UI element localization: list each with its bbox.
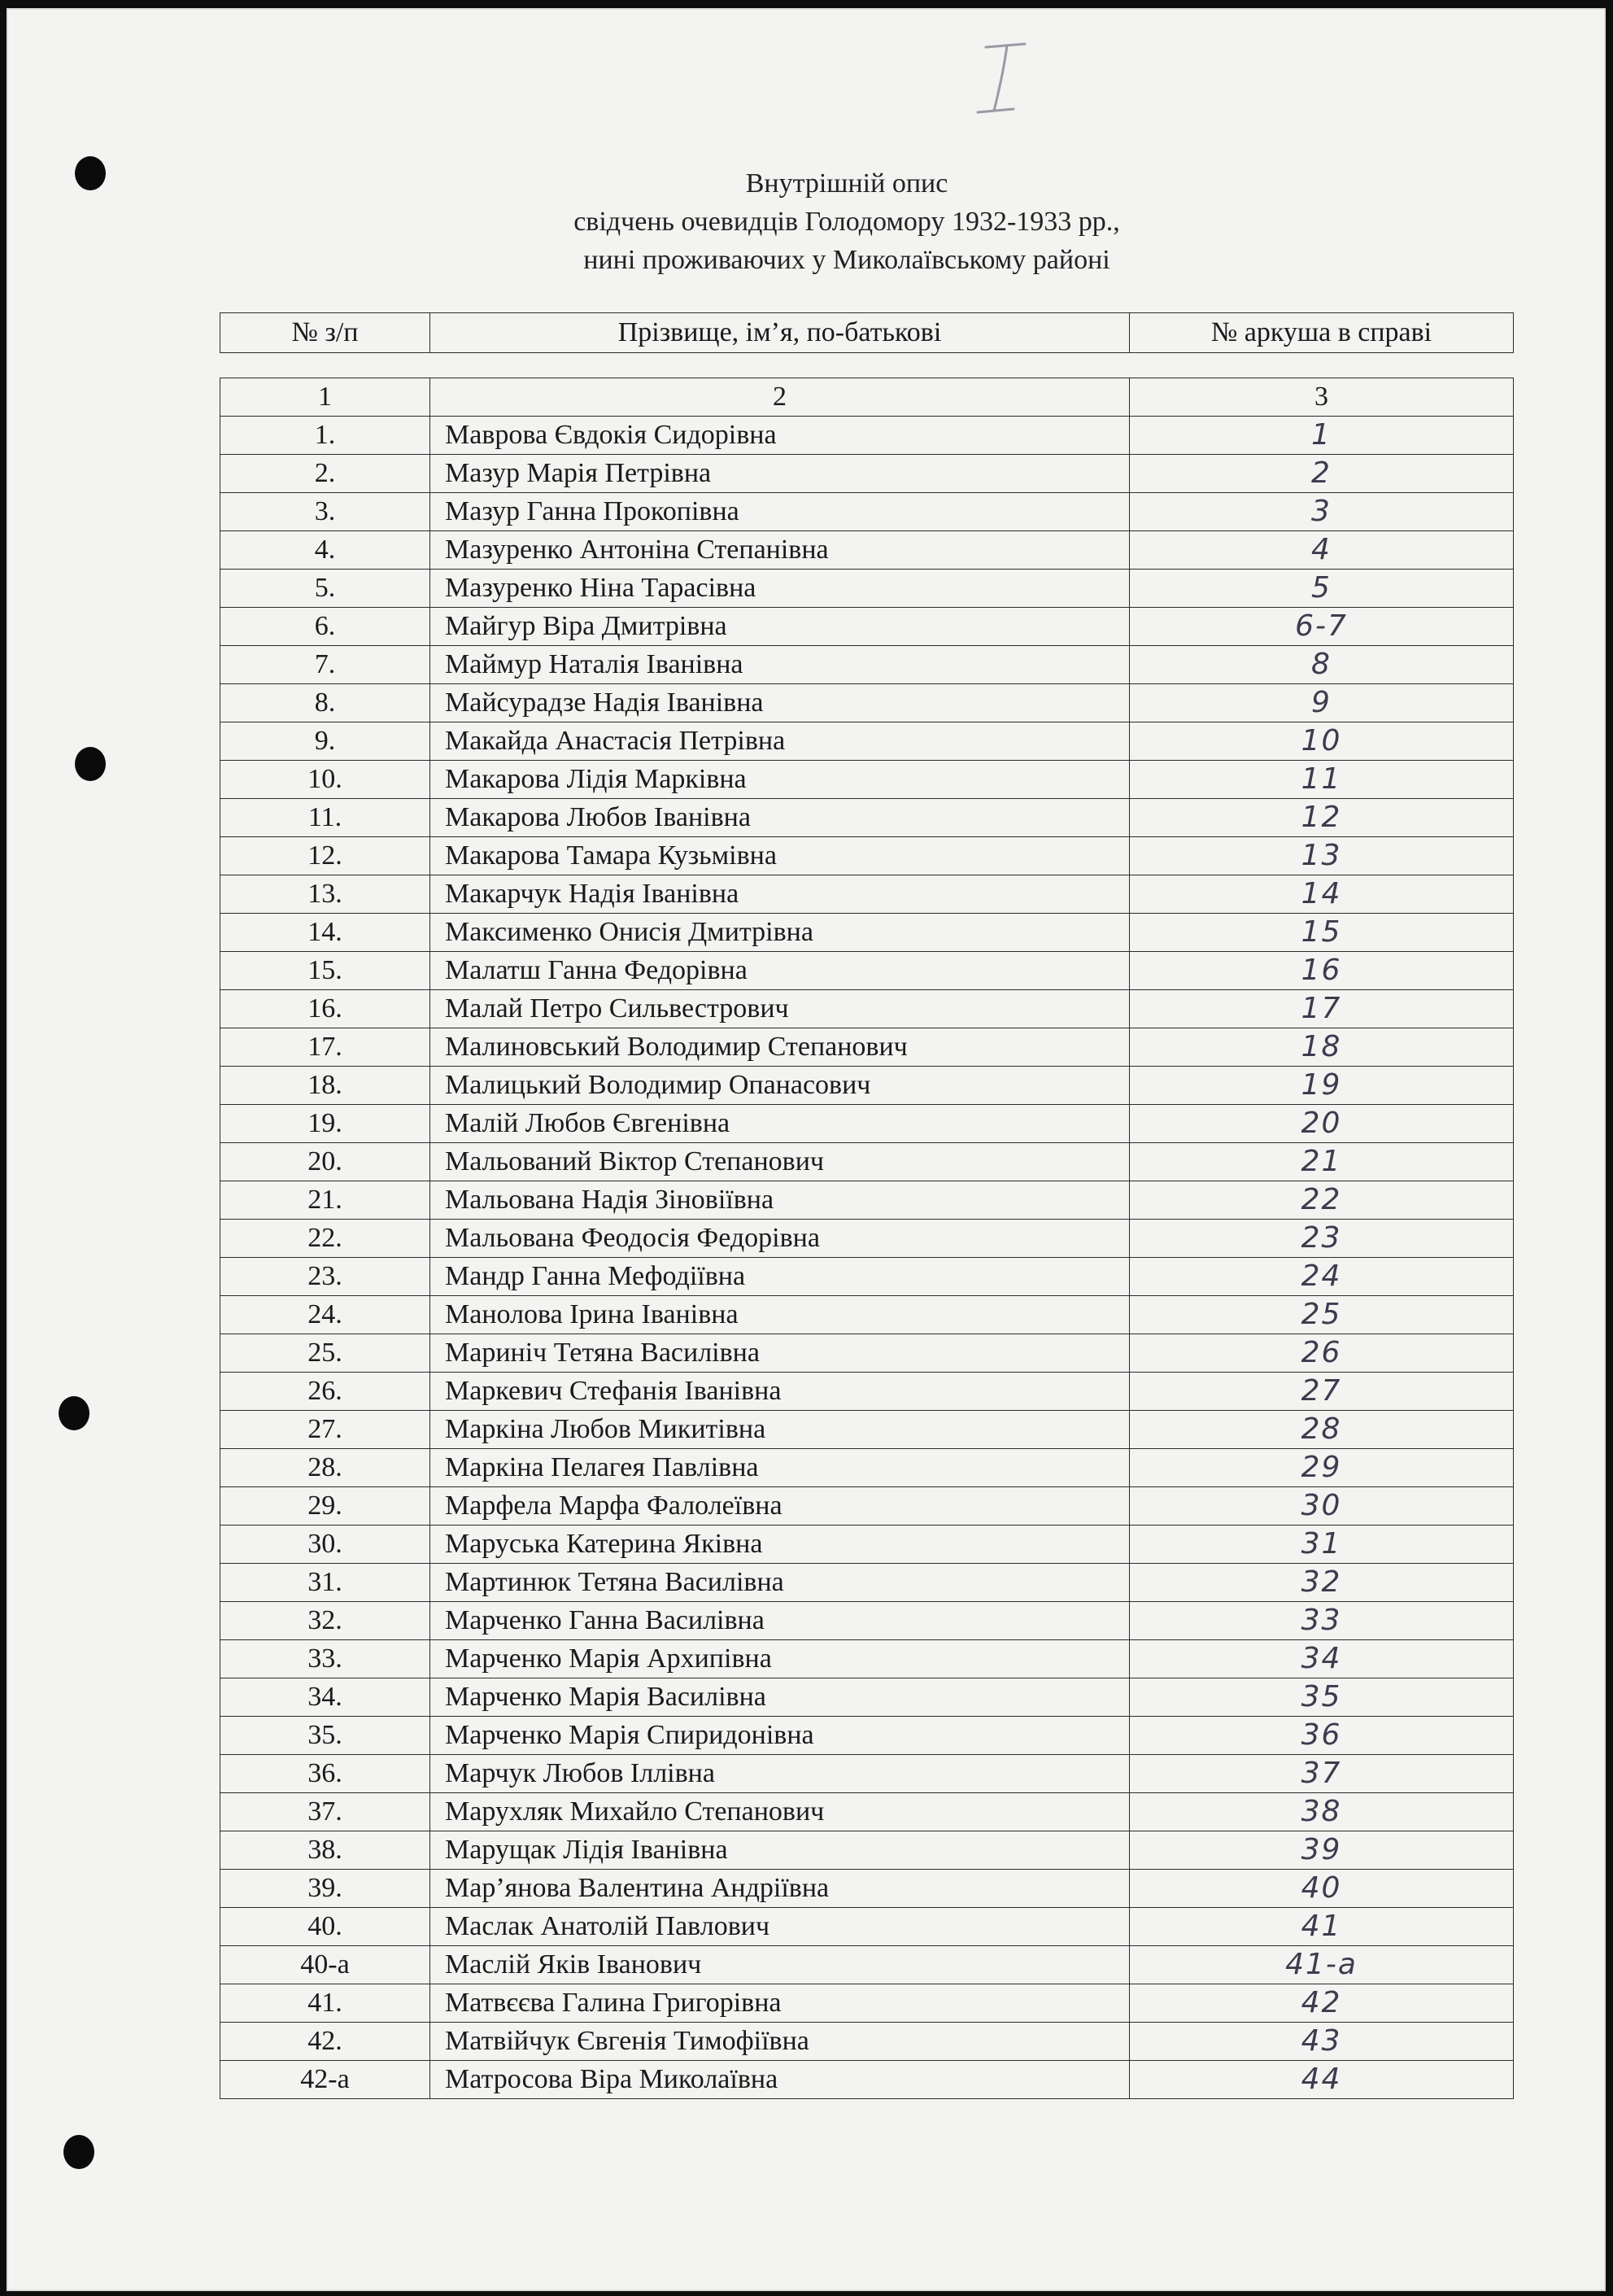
table-row [220, 1946, 1514, 1984]
row-sheet-number: 30 [1130, 1487, 1514, 1526]
row-sheet-number: 25 [1130, 1296, 1514, 1334]
row-number: 6. [220, 608, 430, 646]
row-full-name: Матвійчук Євгенія Тимофіївна [430, 2023, 1130, 2061]
table-row [220, 1296, 1514, 1334]
row-number: 14. [220, 914, 430, 952]
row-sheet-number: 20 [1130, 1105, 1514, 1143]
table-row [220, 761, 1514, 799]
row-number: 1. [220, 417, 430, 455]
table-row [220, 1640, 1514, 1678]
table-row [220, 1143, 1514, 1181]
row-sheet-number: 19 [1130, 1067, 1514, 1105]
column-index-3: 3 [1130, 378, 1514, 417]
row-number: 37. [220, 1793, 430, 1831]
row-sheet-number: 42 [1130, 1984, 1514, 2023]
table-row [220, 684, 1514, 722]
title-line-1: Внутрішній опис [745, 168, 948, 199]
row-sheet-number: 35 [1130, 1678, 1514, 1717]
row-full-name: Малиновський Володимир Степанович [430, 1028, 1130, 1067]
row-sheet-number: 22 [1130, 1181, 1514, 1220]
table-row [220, 1181, 1514, 1220]
row-number: 12. [220, 837, 430, 875]
row-full-name: Майсурадзе Надія Іванівна [430, 684, 1130, 722]
row-full-name: Малицький Володимир Опанасович [430, 1067, 1130, 1105]
row-number: 36. [220, 1755, 430, 1793]
table-row [220, 531, 1514, 570]
row-number: 32. [220, 1602, 430, 1640]
row-number: 2. [220, 455, 430, 493]
row-number: 11. [220, 799, 430, 837]
row-number: 28. [220, 1449, 430, 1487]
table-row [220, 1067, 1514, 1105]
row-number: 42. [220, 2023, 430, 2061]
row-full-name: Мандр Ганна Мефодіївна [430, 1258, 1130, 1296]
row-full-name: Мазуренко Ніна Тарасівна [430, 570, 1130, 608]
row-number: 4. [220, 531, 430, 570]
row-sheet-number: 24 [1130, 1258, 1514, 1296]
row-number: 16. [220, 990, 430, 1028]
row-number: 25. [220, 1334, 430, 1373]
row-sheet-number: 26 [1130, 1334, 1514, 1373]
row-full-name: Маркіна Любов Микитівна [430, 1411, 1130, 1449]
row-sheet-number: 2 [1130, 455, 1514, 493]
table-row [220, 570, 1514, 608]
table-row [220, 1564, 1514, 1602]
row-full-name: Марчук Любов Іллівна [430, 1755, 1130, 1793]
row-sheet-number: 8 [1130, 646, 1514, 684]
row-sheet-number: 3 [1130, 493, 1514, 531]
row-full-name: Мазур Ганна Прокопівна [430, 493, 1130, 531]
archive-mark-roman-numeral [971, 37, 1040, 119]
row-sheet-number: 31 [1130, 1526, 1514, 1564]
row-sheet-number: 39 [1130, 1831, 1514, 1870]
table-row [220, 914, 1514, 952]
row-full-name: Маврова Євдокія Сидорівна [430, 417, 1130, 455]
row-full-name: Манолова Ірина Іванівна [430, 1296, 1130, 1334]
row-number: 41. [220, 1984, 430, 2023]
table-row [220, 722, 1514, 761]
table-row [220, 455, 1514, 493]
row-number: 22. [220, 1220, 430, 1258]
row-full-name: Максименко Онисія Дмитрівна [430, 914, 1130, 952]
row-number: 9. [220, 722, 430, 761]
row-number: 34. [220, 1678, 430, 1717]
document-page [7, 8, 1606, 2291]
row-full-name: Макарчук Надія Іванівна [430, 875, 1130, 914]
row-sheet-number: 13 [1130, 837, 1514, 875]
table-row [220, 1411, 1514, 1449]
row-full-name: Малій Любов Євгенівна [430, 1105, 1130, 1143]
row-full-name: Мар’янова Валентина Андріївна [430, 1870, 1130, 1908]
row-number: 20. [220, 1143, 430, 1181]
table-row [220, 608, 1514, 646]
header-full-name: Прізвище, ім’я, по-батькові [430, 313, 1130, 353]
table-row [220, 837, 1514, 875]
table-row [220, 646, 1514, 684]
row-full-name: Марченко Марія Спиридонівна [430, 1717, 1130, 1755]
table-row [220, 1258, 1514, 1296]
row-number: 19. [220, 1105, 430, 1143]
row-sheet-number: 21 [1130, 1143, 1514, 1181]
row-sheet-number: 16 [1130, 952, 1514, 990]
row-sheet-number: 14 [1130, 875, 1514, 914]
row-number: 31. [220, 1564, 430, 1602]
row-sheet-number: 37 [1130, 1755, 1514, 1793]
row-sheet-number: 28 [1130, 1411, 1514, 1449]
table-row [220, 1755, 1514, 1793]
table-row [220, 2061, 1514, 2099]
row-number: 13. [220, 875, 430, 914]
table-row [220, 1526, 1514, 1564]
table-row [220, 990, 1514, 1028]
row-number: 29. [220, 1487, 430, 1526]
table-row [220, 1793, 1514, 1831]
column-index-1: 1 [220, 378, 430, 417]
row-full-name: Макарова Тамара Кузьмівна [430, 837, 1130, 875]
row-sheet-number: 4 [1130, 531, 1514, 570]
row-full-name: Макайда Анастасія Петрівна [430, 722, 1130, 761]
row-number: 18. [220, 1067, 430, 1105]
column-header-table [220, 312, 1514, 353]
header-number: № з/п [220, 313, 430, 353]
row-full-name: Макарова Любов Іванівна [430, 799, 1130, 837]
table-row [220, 1717, 1514, 1755]
row-full-name: Марченко Ганна Василівна [430, 1602, 1130, 1640]
row-sheet-number: 11 [1130, 761, 1514, 799]
table-row [220, 1984, 1514, 2023]
row-full-name: Маслак Анатолій Павлович [430, 1908, 1130, 1946]
table-row [220, 1831, 1514, 1870]
document-title [7, 164, 1606, 279]
punch-hole [63, 2135, 94, 2169]
table-row [220, 1105, 1514, 1143]
row-full-name: Мазуренко Антоніна Степанівна [430, 531, 1130, 570]
table-row [220, 1908, 1514, 1946]
table-row [220, 493, 1514, 531]
register-body [220, 378, 1514, 2099]
row-full-name: Макарова Лідія Марківна [430, 761, 1130, 799]
row-number: 23. [220, 1258, 430, 1296]
row-sheet-number: 17 [1130, 990, 1514, 1028]
row-sheet-number: 36 [1130, 1717, 1514, 1755]
row-number: 35. [220, 1717, 430, 1755]
table-row [220, 1028, 1514, 1067]
row-sheet-number: 6-7 [1130, 608, 1514, 646]
row-sheet-number: 12 [1130, 799, 1514, 837]
row-sheet-number: 15 [1130, 914, 1514, 952]
row-number: 8. [220, 684, 430, 722]
row-number: 5. [220, 570, 430, 608]
row-full-name: Мазур Марія Петрівна [430, 455, 1130, 493]
row-full-name: Матвєєва Галина Григорівна [430, 1984, 1130, 2023]
row-sheet-number: 9 [1130, 684, 1514, 722]
title-line-3: нині проживаючих у Миколаївському районі [583, 245, 1110, 275]
table-row [220, 417, 1514, 455]
table-row [220, 1334, 1514, 1373]
row-sheet-number: 41 [1130, 1908, 1514, 1946]
column-header-row [220, 313, 1514, 353]
row-sheet-number: 41-а [1130, 1946, 1514, 1984]
row-full-name: Малатш Ганна Федорівна [430, 952, 1130, 990]
row-number: 3. [220, 493, 430, 531]
row-number: 27. [220, 1411, 430, 1449]
table-row [220, 1449, 1514, 1487]
table-row [220, 1870, 1514, 1908]
row-sheet-number: 5 [1130, 570, 1514, 608]
row-sheet-number: 40 [1130, 1870, 1514, 1908]
row-full-name: Маркевич Стефанія Іванівна [430, 1373, 1130, 1411]
row-full-name: Маруська Катерина Яківна [430, 1526, 1130, 1564]
row-full-name: Маймур Наталія Іванівна [430, 646, 1130, 684]
row-number: 17. [220, 1028, 430, 1067]
row-full-name: Малай Петро Сильвестрович [430, 990, 1130, 1028]
row-sheet-number: 23 [1130, 1220, 1514, 1258]
row-full-name: Марченко Марія Архипівна [430, 1640, 1130, 1678]
row-number: 39. [220, 1870, 430, 1908]
row-sheet-number: 43 [1130, 2023, 1514, 2061]
row-number: 33. [220, 1640, 430, 1678]
table-row [220, 799, 1514, 837]
row-full-name: Марущак Лідія Іванівна [430, 1831, 1130, 1870]
row-sheet-number: 44 [1130, 2061, 1514, 2099]
row-full-name: Мариніч Тетяна Василівна [430, 1334, 1130, 1373]
row-full-name: Мальована Феодосія Федорівна [430, 1220, 1130, 1258]
punch-hole [75, 747, 106, 781]
row-sheet-number: 1 [1130, 417, 1514, 455]
row-full-name: Маслій Яків Іванович [430, 1946, 1130, 1984]
column-index-2: 2 [430, 378, 1130, 417]
row-sheet-number: 33 [1130, 1602, 1514, 1640]
table-row [220, 1487, 1514, 1526]
register-table [220, 378, 1514, 2099]
row-full-name: Мальована Надія Зіновіївна [430, 1181, 1130, 1220]
row-full-name: Мартинюк Тетяна Василівна [430, 1564, 1130, 1602]
header-sheet-number: № аркуша в справі [1130, 313, 1514, 353]
table-row [220, 1678, 1514, 1717]
row-full-name: Маркіна Пелагея Павлівна [430, 1449, 1130, 1487]
row-sheet-number: 38 [1130, 1793, 1514, 1831]
title-line-2: свідчень очевидців Голодомору 1932-1933 рр., [573, 207, 1120, 237]
row-number: 40-а [220, 1946, 430, 1984]
row-full-name: Марченко Марія Василівна [430, 1678, 1130, 1717]
row-full-name: Марфела Марфа Фалолеївна [430, 1487, 1130, 1526]
row-sheet-number: 29 [1130, 1449, 1514, 1487]
row-number: 10. [220, 761, 430, 799]
table-row [220, 1373, 1514, 1411]
table-row [220, 952, 1514, 990]
row-number: 42-а [220, 2061, 430, 2099]
column-index-row [220, 378, 1514, 417]
row-full-name: Мальований Віктор Степанович [430, 1143, 1130, 1181]
row-full-name: Майгур Віра Дмитрівна [430, 608, 1130, 646]
row-full-name: Матросова Віра Миколаївна [430, 2061, 1130, 2099]
row-number: 26. [220, 1373, 430, 1411]
row-number: 15. [220, 952, 430, 990]
row-number: 40. [220, 1908, 430, 1946]
table-row [220, 875, 1514, 914]
row-number: 21. [220, 1181, 430, 1220]
row-sheet-number: 10 [1130, 722, 1514, 761]
row-number: 24. [220, 1296, 430, 1334]
punch-hole [59, 1396, 89, 1430]
table-row [220, 1602, 1514, 1640]
table-row [220, 1220, 1514, 1258]
row-sheet-number: 27 [1130, 1373, 1514, 1411]
row-full-name: Марухляк Михайло Степанович [430, 1793, 1130, 1831]
row-number: 7. [220, 646, 430, 684]
row-sheet-number: 18 [1130, 1028, 1514, 1067]
table-row [220, 2023, 1514, 2061]
row-sheet-number: 34 [1130, 1640, 1514, 1678]
row-number: 38. [220, 1831, 430, 1870]
row-sheet-number: 32 [1130, 1564, 1514, 1602]
row-number: 30. [220, 1526, 430, 1564]
